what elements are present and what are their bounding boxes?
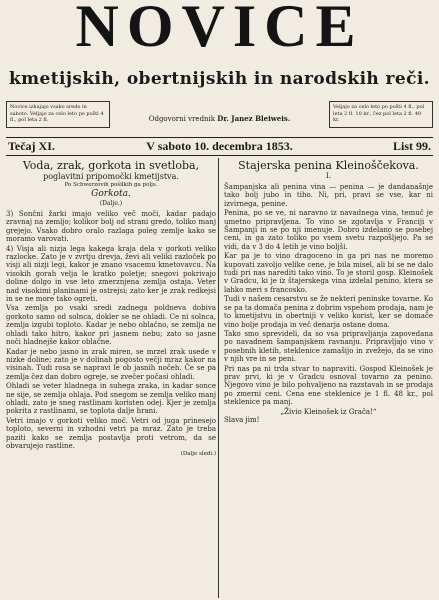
issue-number: List 99. [392,139,431,153]
paragraph: Kar pa je to vino dragoceno in ga pri nas ne moremo kupovati zavoljo velike cene, je bila misel, ali bi se ne dalo tudi pri nas narediti tako vino. To je storil gosp. Kleinošek v Gradcu, ki je iz štajerskega vina izdelal penino, ktera se lahko meri s francosko. [224,252,433,294]
right-article-body [224,183,433,407]
left-section-heading: Gorkota. [91,189,131,199]
subscription-note-right: Veljajo za celo leto po pošti 4 fl., pol leta 2 fl. 10 kr., čez pol leta 2 fl. 40 kr. [329,101,433,128]
paragraph: Kadar je nebo jasno in zrak miren, se mrzel zrak usede v nizke doline; zato je v dolinah pogosto večji mraz kakor na visinah. Tudi rosa se napravi le ob jasnih nočeh. Če se pa zemlja čez dan dobro ogreje, se zvečer počasi ohladi. [6,347,216,381]
paragraph: Vsa zemlja po vsaki sredi zadnega poldneva dobiva gorkoto samo od solnca, dokler se ne ohladi. Ce ni solnca, zemlja izgubi toploto. Kadar je nebo oblačno, se zemlja ne ohladi tako hitro, kakor pri jasnem nebu; zato so jasne noči hladnejše kakor oblačne. [6,304,216,347]
editor-line [112,114,327,124]
subscription-note-left: Novice izhajajo vsako sredo in saboto. Veljajo za celo leto po pošti 4 fl., pol leta 2 fl. [6,101,110,128]
paragraph: Pri nas pa ni trda stvar to napraviti. Gospod Kleinošek je prav prvi, ki je v Gradcu osnoval tovarno za penino. Njegovo vino je bilo pohvaljeno na razstavah in se prodaja po zmerni ceni. Cena ene steklenice je 1 fl. 48 kr., pol steklenice pa manj. [224,364,433,407]
right-closing-line-2: Slava jim! [224,415,260,424]
left-section-note: (Dalje.) [99,200,123,207]
issue-volume: Tečaj XI. [8,139,55,153]
editor-prefix: Odgovorni vrednik [148,115,216,123]
right-closing-line: „Živio Kleinošek iz Grača!“ [280,407,377,416]
column-divider [218,158,219,598]
paragraph: Tudi v našem cesarstvu se že nekteri peninske tovarne. Ko se pa ta domača penina z dobrim vspehom prodaja, nam je to kmetijstvu in obertniji v veliko korist, ker se domače vino bolje prodaja in več denarja ostane doma. [224,295,433,329]
left-article-byline: Po Schwerzovih pošilkih ga poljs. [64,182,158,188]
issue-date: V saboto 10. decembra 1853. [146,139,293,153]
newspaper-title: NOVICE [75,0,364,59]
left-article-body [6,210,216,450]
issue-bar [6,137,433,156]
editor-name: Dr. Janez Bleiweis. [217,114,291,123]
paragraph: Penina, po se ve, ni naravno iz navadnega vina, temuč je umetno pripravljena. To vino se zgotavlja v Franciji v Šampanji in se po nji imenuje. Dobro izdelano se posebej ceni, in ga zato toliko po vsem svetu razpošljejo. Pa se vidi, da v 3 do 4 letih je vino boljši. [224,209,433,251]
paragraph: 4) Visja ali nizja lega kakega kraja dela v gorkoti veliko razlocke. Zato je v zvrtju drevja, ževi ali veliki razloček po visji ali nizji legi, kakor je znano vsacemu kmetovavcu. Na visokih gorah velja le kratko poletje; snegovi pokrivajo doline dolgo in vse leto zmerznjena zemlja ostaja. Veter nad visokimi planinami je ostrejsi; zato ker je zrak redkejsi in se ne more tako ogreti. [6,244,216,304]
right-article-title: Stajerska penina Kleinoščekova. [238,159,419,172]
newspaper-subtitle: kmetijskih, obertnijskih in narodskih reči. [8,69,431,89]
left-column [6,159,216,597]
masthead [0,0,439,140]
left-continued-note: (Dalje sledi.) [180,451,216,458]
paragraph: Ohladi se veter hladnega in suhega zraka, in kadar sonce ne sije, se zemlja ohlaja. Pod snegom se zemlja veliko manj ohladi, zato je sneg rastlinam koristen odej. Kjer je zemlja pokrita z rastlinami, se toplota dalje hrani. [6,382,216,416]
paragraph: Tako smo sprevideli, da so vsa pripravljanja zapovedana po navadnem šampanjskem ravnanju. Pripravljajo vino v posebnih kletih, steklenice zamašijo in zvežejo, da se vino v njih vre in se peni. [224,329,433,364]
right-article-numeral: I. [326,172,331,180]
right-column [224,159,433,597]
paragraph: Šampanjska ali penina vina — penina — je dandanašnje tako bolj jubo in tiho. Ni, pri, pravi se vse, kar ni izvirnega, penine. [224,183,433,208]
paragraph: Vetri imajo v gorkoti veliko moč. Vetri od juga prinesejo toploto, severni in vzhodni vetri pa mraz. Zato je treba paziti kako se zemlja postavlja proti vetrom, da se obvarujejo rastline. [6,416,216,450]
paragraph: 3) Sončni žarki imajo veliko več moči, kadar padajo zravnaj na zemljo; kolikor bolj od strani gredo, toliko manj grejejo. Vsako dobro oralo razlaga poleg zemlje kako se moramo varovati. [6,210,216,244]
left-article-title: Voda, zrak, gorkota in svetloba, [22,159,200,172]
left-article-title-2: poglavitni pripomočki kmetijstva. [43,172,179,181]
